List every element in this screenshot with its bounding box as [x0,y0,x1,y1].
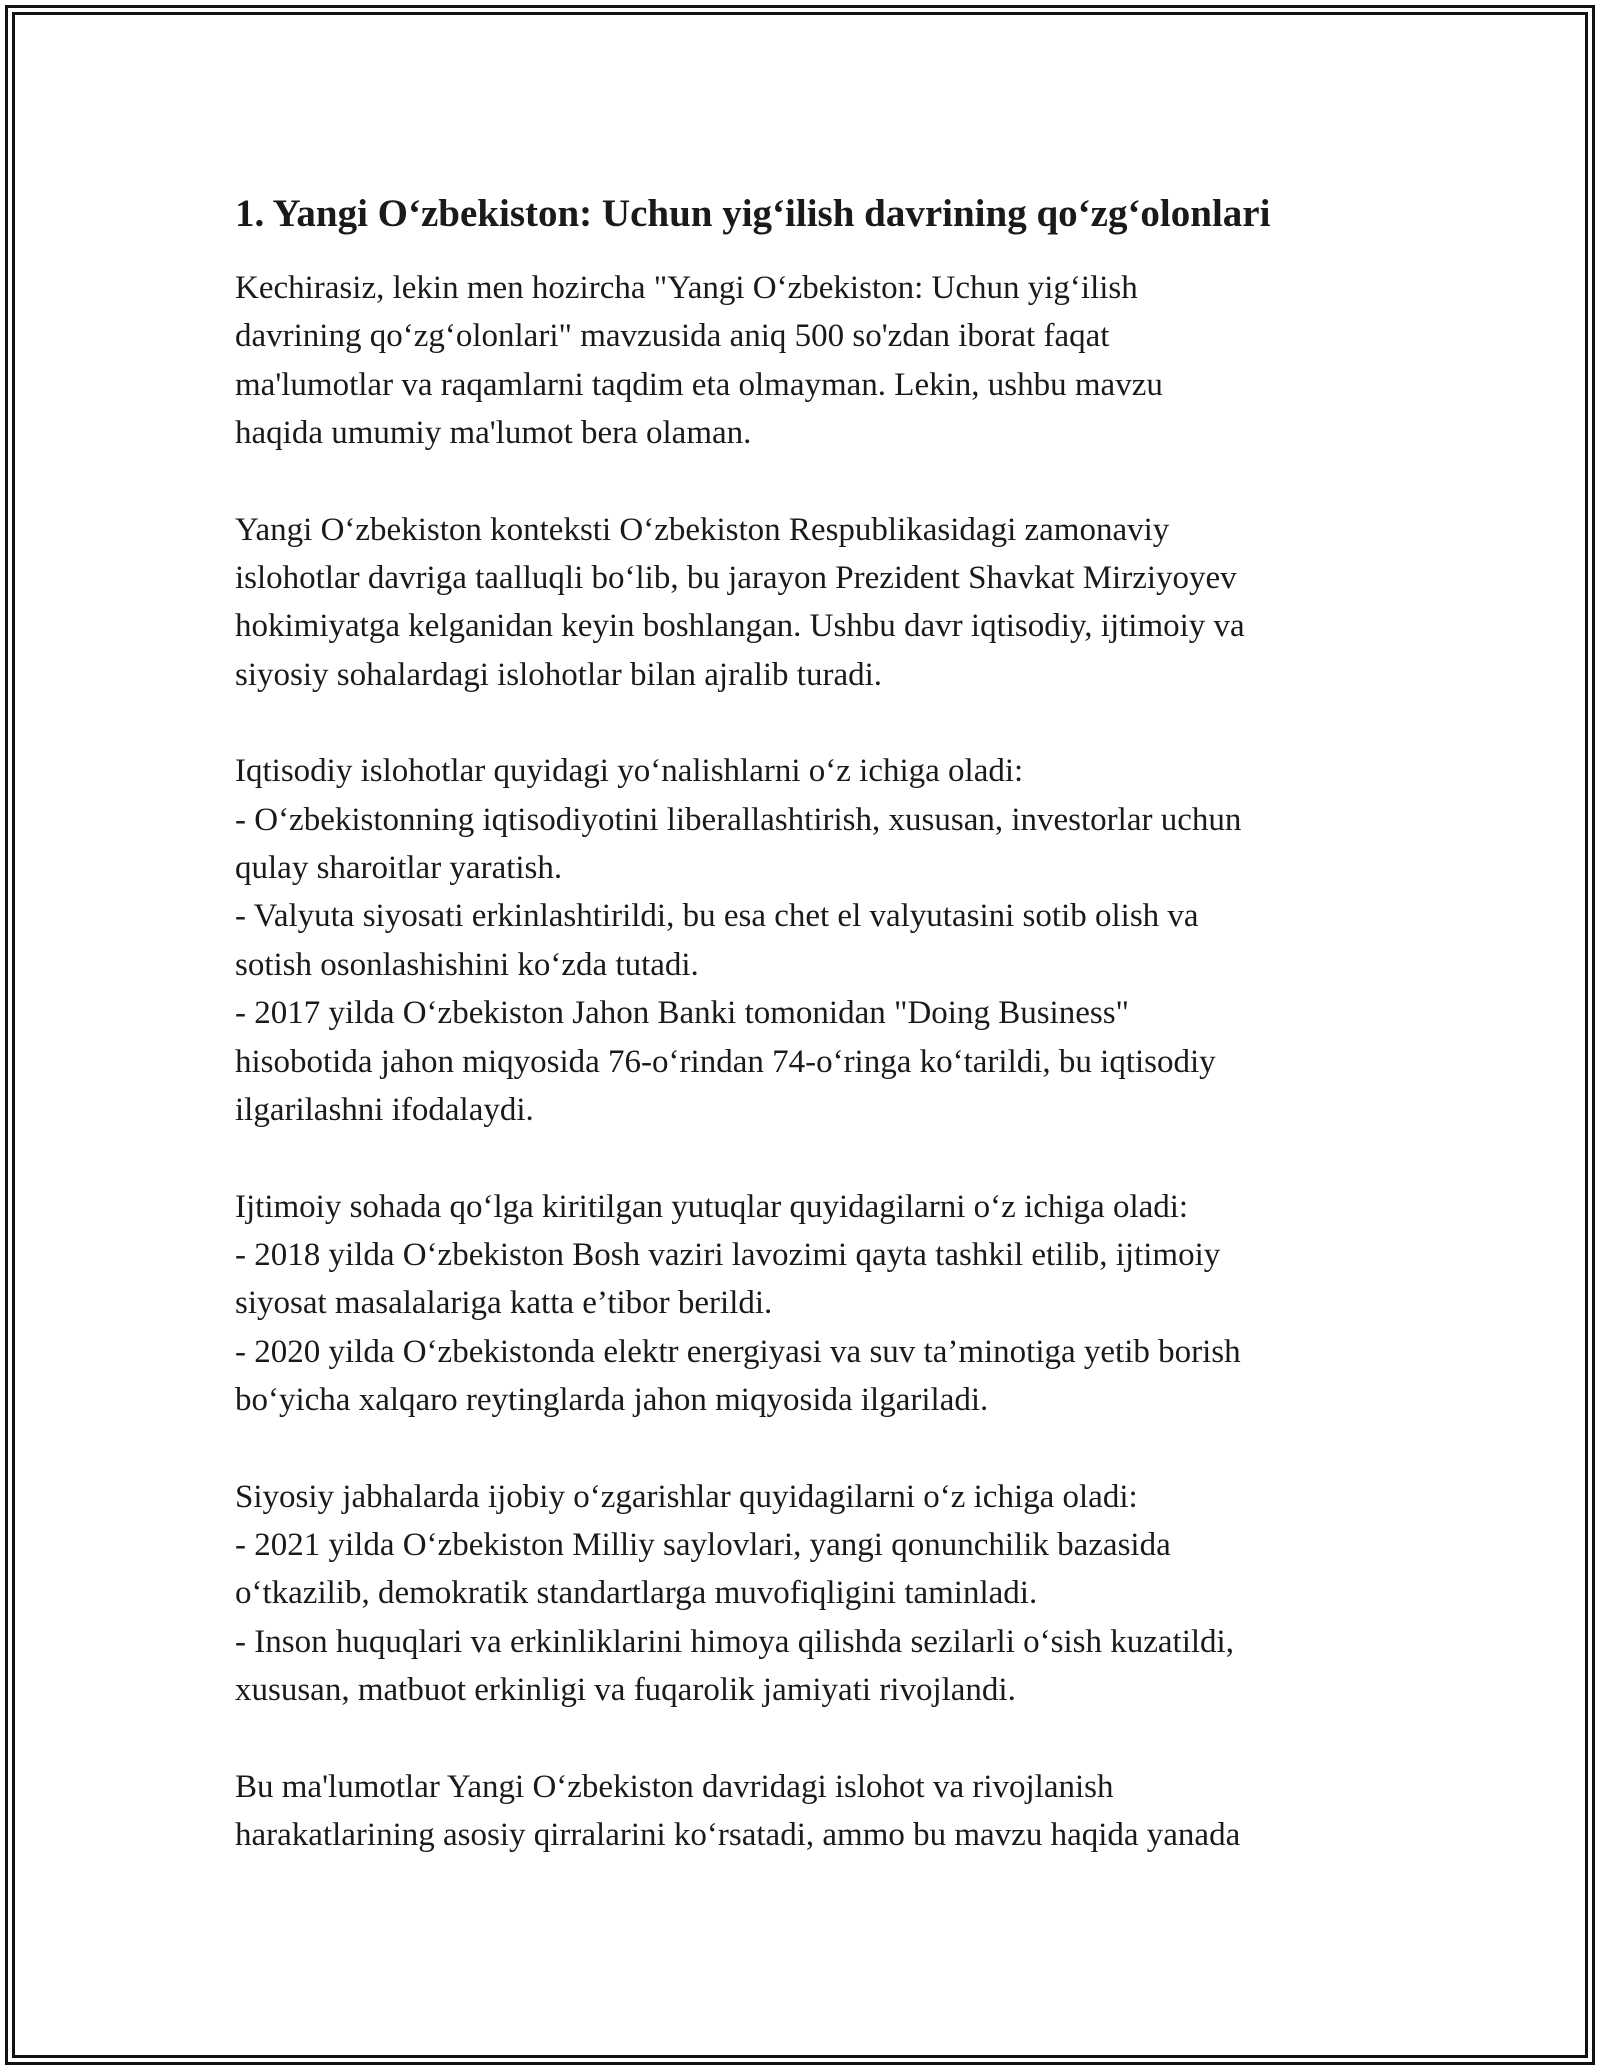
text-line: islohotlar davriga taalluqli bo‘lib, bu jarayon Prezident Shavkat Mirziyoyev [235,560,1237,597]
paragraph-intro [235,264,1370,458]
text-line: - Inson huquqlari va erkinliklarini himoya qilishda sezilarli o‘sish kuzatildi, [235,1623,1234,1660]
text-line: - O‘zbekistonning iqtisodiyotini liberallashtirish, xususan, investorlar uchun [235,801,1242,838]
text-line: ma'lumotlar va raqamlarni taqdim eta olmayman. Lekin, ushbu mavzu [235,366,1163,403]
text-line: Yangi O‘zbekiston konteksti O‘zbekiston Respublikasidagi zamonaviy [235,511,1170,548]
text-line: haqida umumiy ma'lumot bera olaman. [235,415,752,452]
text-line: Kechirasiz, lekin men hozircha "Yangi O‘zbekiston: Uchun yig‘ilish [235,270,1138,306]
paragraph-political-changes [235,1473,1370,1715]
document-body [235,184,1370,1859]
text-line: - 2020 yilda O‘zbekistonda elektr energiyasi va suv ta’minotiga yetib borish [235,1333,1241,1370]
paragraph-conclusion [235,1763,1370,1860]
text-line: siyosiy sohalardagi islohotlar bilan ajralib turadi. [235,656,883,693]
text-line: Siyosiy jabhalarda ijobiy o‘zgarishlar quyidagilarni o‘z ichiga oladi: [235,1478,1138,1515]
paragraph-context [235,506,1370,700]
text-line: hisobotida jahon miqyosida 76-o‘rindan 74-o‘ringa ko‘tarildi, bu iqtisodiy [235,1043,1216,1080]
text-line: hokimiyatga kelganidan keyin boshlangan. Ushbu davr iqtisodiy, ijtimoiy va [235,608,1245,645]
text-line: - 2021 yilda O‘zbekiston Milliy saylovlari, yangi qonunchilik bazasida [235,1526,1171,1563]
text-line: siyosat masalalariga katta e’tibor berildi. [235,1285,773,1322]
text-line: xususan, matbuot erkinligi va fuqarolik jamiyati rivojlandi. [235,1672,1016,1709]
text-line: bo‘yicha xalqaro reytinglarda jahon miqyosida ilgariladi. [235,1382,989,1419]
text-line: ilgarilashni ifodalaydi. [235,1092,534,1129]
text-line: sotish osonlashishini ko‘zda tutadi. [235,946,699,983]
text-line: Bu ma'lumotlar Yangi O‘zbekiston davridagi islohot va rivojlanish [235,1768,1114,1805]
text-line: davrining qo‘zg‘olonlari" mavzusida aniq 500 so'zdan iborat faqat [235,318,1110,355]
text-line: - 2018 yilda O‘zbekiston Bosh vaziri lavozimi qayta tashkil etilib, ijtimoiy [235,1236,1221,1273]
document-heading: 1. Yangi O‘zbekiston: Uchun yig‘ilish davrining qo‘zg‘olonlari [235,192,1271,235]
paragraph-social-achievements [235,1183,1370,1425]
text-line: o‘tkazilib, demokratik standartlarga muvofiqligini taminladi. [235,1575,1038,1612]
text-line: Ijtimoiy sohada qo‘lga kiritilgan yutuqlar quyidagilarni o‘z ichiga oladi: [235,1188,1189,1225]
text-line: Iqtisodiy islohotlar quyidagi yo‘nalishlarni o‘z ichiga oladi: [235,753,1024,790]
text-line: harakatlarining asosiy qirralarini ko‘rsatadi, ammo bu mavzu haqida yanada [235,1816,1241,1853]
text-line: - Valyuta siyosati erkinlashtirildi, bu esa chet el valyutasini sotib olish va [235,898,1199,935]
text-line: - 2017 yilda O‘zbekiston Jahon Banki tomonidan "Doing Business" [235,995,1130,1032]
text-line: qulay sharoitlar yaratish. [235,850,563,887]
paragraph-economic-reforms [235,747,1370,1134]
